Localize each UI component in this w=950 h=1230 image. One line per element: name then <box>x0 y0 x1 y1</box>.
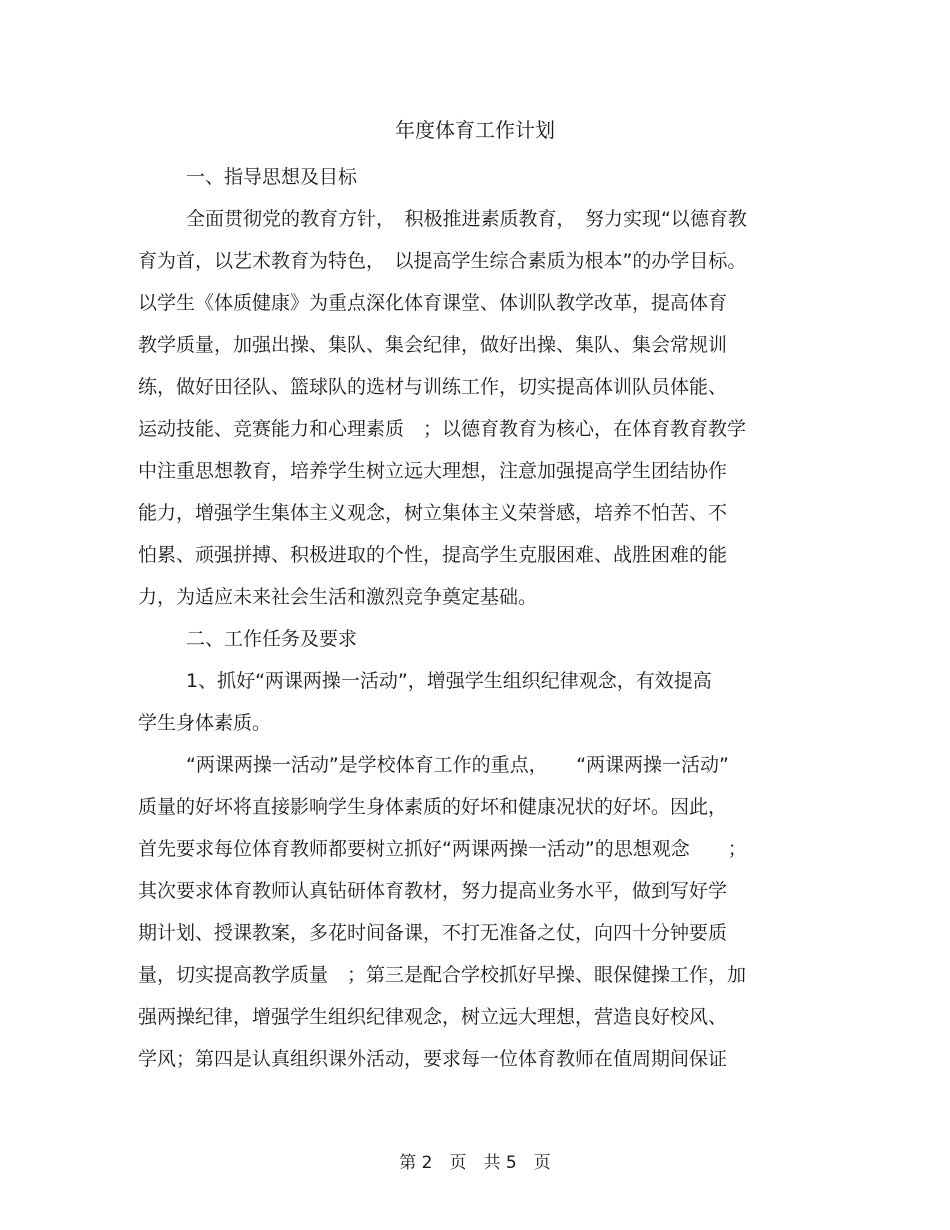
paragraph-line: “两课两操一活动”是学校体育工作的重点， “两课两操一活动” <box>186 754 729 776</box>
heading-guiding-thought: 一、指导思想及目标 <box>186 166 358 188</box>
document-title: 年度体育工作计划 <box>395 118 555 142</box>
paragraph-line: 全面贯彻党的教育方针， 积极推进素质教育， 努力实现“以德育教 <box>186 208 747 230</box>
paragraph-line: 力，为适应未来社会生活和激烈竞争奠定基础。 <box>138 586 538 608</box>
paragraph-line: 强两操纪律，增强学生组织纪律观念，树立远大理想，营造良好校风、 <box>138 1006 728 1028</box>
paragraph-line: 质量的好坏将直接影响学生身体素质的好坏和健康况状的好坏。因此， <box>138 796 728 818</box>
paragraph-line: 首先要求每位体育教师都要树立抓好“两课两操一活动”的思想观念 ； <box>138 838 747 860</box>
paragraph-line: 学生身体素质。 <box>138 712 272 734</box>
paragraph-line: 能力，增强学生集体主义观念，树立集体主义荣誉感，培养不怕苦、不 <box>138 502 728 524</box>
paragraph-line: 以学生《体质健康》为重点深化体育课堂、体训队教学改革，提高体育 <box>138 292 728 314</box>
paragraph-line: 学风；第四是认真组织课外活动，要求每一位体育教师在值周期间保证 <box>138 1048 728 1070</box>
paragraph-line: 怕累、顽强拼搏、积极进取的个性，提高学生克服困难、战胜困难的能 <box>138 544 728 566</box>
paragraph-line: 练，做好田径队、篮球队的选材与训练工作，切实提高体训队员体能、 <box>138 376 728 398</box>
paragraph-line: 教学质量，加强出操、集队、集会纪律，做好出操、集队、集会常规训 <box>138 334 728 356</box>
paragraph-line: 育为首，以艺术教育为特色， 以提高学生综合素质为根本”的办学目标。 <box>138 250 747 272</box>
subheading-item-1: 1、抓好“两课两操一活动”，增强学生组织纪律观念，有效提高 <box>186 670 712 692</box>
paragraph-line: 量，切实提高教学质量 ；第三是配合学校抓好早操、眼保健操工作，加 <box>138 964 747 986</box>
paragraph-line: 其次要求体育教师认真钻研体育教材，努力提高业务水平，做到写好学 <box>138 880 728 902</box>
page-number-footer: 第 2 页 共 5 页 <box>399 1153 551 1173</box>
paragraph-line: 运动技能、竞赛能力和心理素质 ；以德育教育为核心，在体育教育教学 <box>138 418 747 440</box>
heading-tasks-requirements: 二、工作任务及要求 <box>186 628 358 650</box>
paragraph-line: 中注重思想教育，培养学生树立远大理想，注意加强提高学生团结协作 <box>138 460 728 482</box>
paragraph-line: 期计划、授课教案，多花时间备课，不打无准备之仗，向四十分钟要质 <box>138 922 728 944</box>
